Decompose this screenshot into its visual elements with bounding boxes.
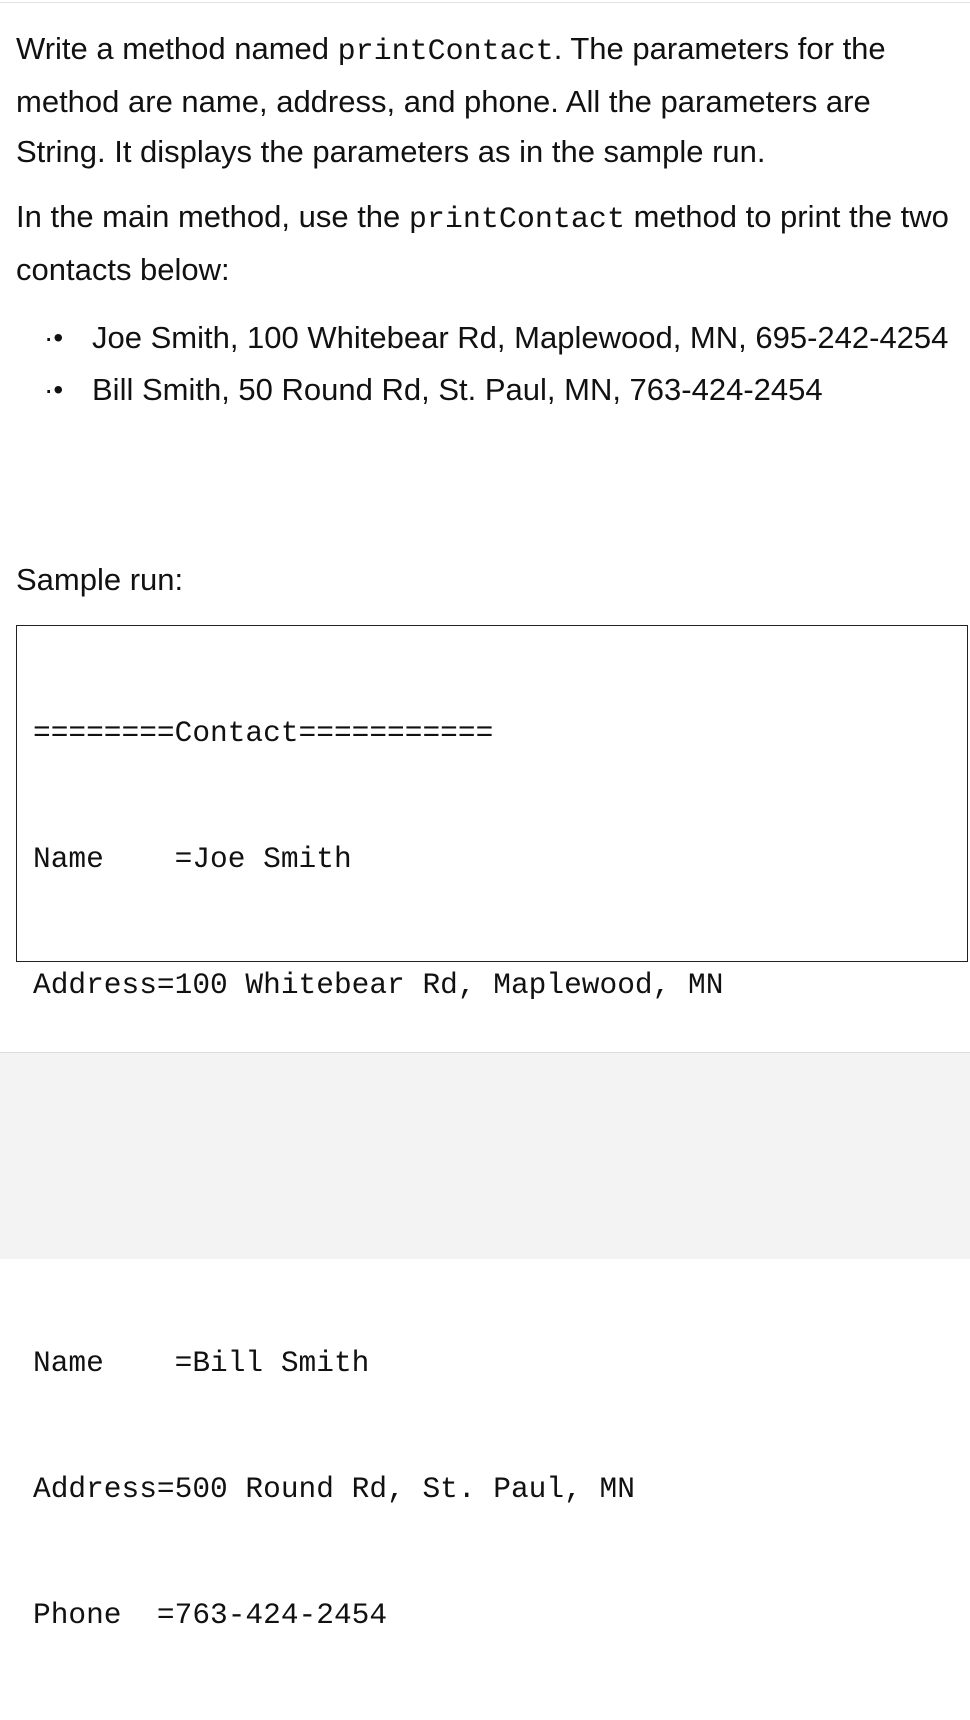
main-method-text-start: In the main method, use the [16, 199, 409, 234]
sample-output-box [16, 625, 968, 1632]
list-item [16, 364, 966, 416]
instruction-text-end: . The parameters for the method are name, address, and phone. All the parameters are String. It displays the parameters as in the sample run. [16, 31, 886, 169]
output-line: Address=500 Round Rd, St. Paul, MN [33, 1472, 635, 1506]
main-method-text-end: method to print the two contacts below: [16, 199, 949, 287]
contact-text: Bill Smith, 50 Round Rd, St. Paul, MN, 763-424-2454 [92, 372, 823, 407]
contacts-list [16, 312, 966, 416]
sample-run-label: Sample run: [16, 562, 184, 597]
output-line: Name =Joe Smith [33, 842, 352, 876]
contact-text: Joe Smith, 100 Whitebear Rd, Maplewood, MN, 695-242-4254 [92, 320, 949, 355]
top-divider [0, 2, 970, 3]
method-name-code: printContact [337, 35, 554, 69]
output-line: ========Contact=========== [33, 716, 494, 750]
footer-panel [0, 1052, 970, 1259]
instruction-text-start: Write a method named [16, 31, 338, 66]
output-line: Phone =763-424-2454 [33, 1598, 388, 1632]
instruction-paragraph [16, 24, 966, 177]
list-item [16, 312, 966, 364]
bullet-icon: ·• [44, 374, 64, 405]
bullet-icon: ·• [44, 322, 64, 353]
main-method-paragraph [16, 192, 966, 295]
output-line: Address=100 Whitebear Rd, Maplewood, MN [33, 968, 724, 1002]
method-name-code: printContact [408, 203, 625, 237]
output-line: Name =Bill Smith [33, 1346, 370, 1380]
